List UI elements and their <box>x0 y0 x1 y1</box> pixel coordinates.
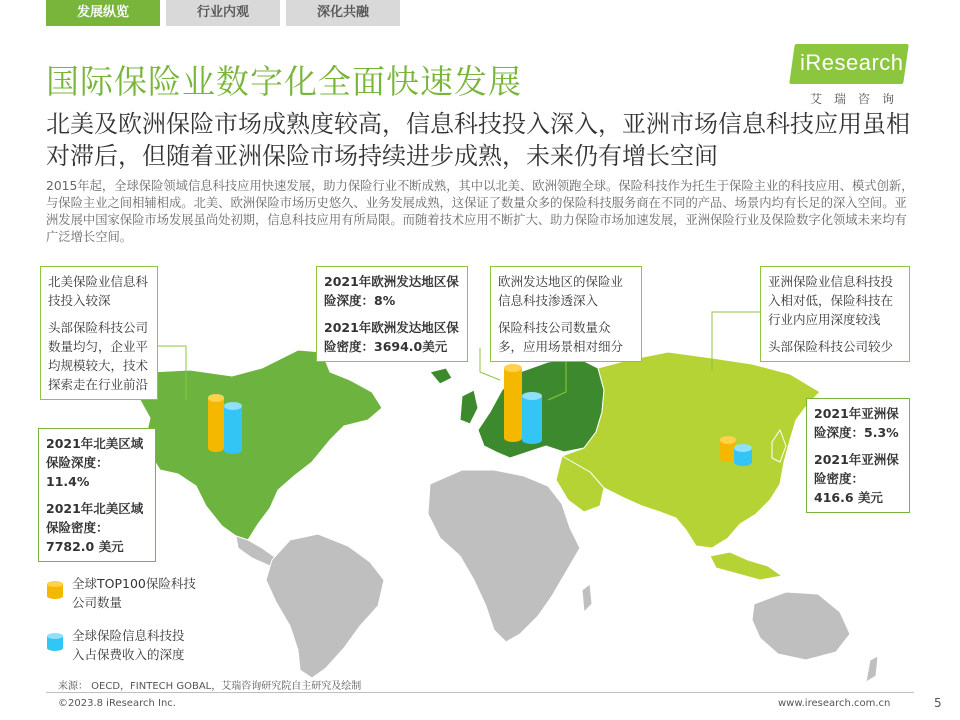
callout-north-america-stats <box>38 428 156 562</box>
legend-label-companies: 全球TOP100保险科技公司数量 <box>72 576 196 610</box>
eu-cylinders <box>502 360 546 448</box>
callout-europe-stats <box>316 266 468 362</box>
tab-overview[interactable]: 发展纵览 <box>46 0 160 26</box>
copyright: ©2023.8 iResearch Inc. <box>58 698 176 709</box>
na-stat-depth: 2021年北美区域保险深度：11.4% <box>46 436 144 489</box>
website-link[interactable]: www.iresearch.com.cn <box>778 698 891 709</box>
tab-industry[interactable]: 行业内观 <box>166 0 280 26</box>
na-stat-density: 2021年北美区域保险密度：7782.0 美元 <box>46 501 144 554</box>
eu-stat-density: 2021年欧洲发达地区保险密度：3694.0美元 <box>324 320 459 354</box>
legend-icon-companies <box>46 580 64 600</box>
map-madagascar <box>582 584 592 612</box>
na-cylinders <box>206 392 246 456</box>
asia-stat-depth: 2021年亚洲保险深度：5.3% <box>814 406 899 440</box>
footer-divider <box>46 692 914 693</box>
page-number: 5 <box>934 696 942 710</box>
asia-cylinders <box>718 434 754 470</box>
asia-stat-density: 2021年亚洲保险密度：416.6 美元 <box>814 452 899 505</box>
callout-europe-description <box>490 266 642 362</box>
asia-desc-line-1: 亚洲保险业信息科技投入相对低，保险科技在行业内应用深度较浅 <box>768 274 894 327</box>
tab-integration[interactable]: 深化共融 <box>286 0 400 26</box>
legend-icon-depth <box>46 632 64 652</box>
page-subtitle: 北美及欧洲保险市场成熟度较高，信息科技投入深入，亚洲市场信息科技应用虽相对滞后，但随着亚洲保险市场持续进步成熟，未来仍有增长空间 <box>46 110 910 170</box>
page-title: 国际保险业数字化全面快速发展 <box>46 62 522 101</box>
asia-desc-line-2: 头部保险科技公司较少 <box>768 339 894 354</box>
logo-subtitle: 艾瑞咨询 <box>810 92 907 106</box>
callout-asia-stats <box>806 398 910 513</box>
logo-brand: iResearch <box>800 50 904 75</box>
source-note: 来源： OECD，FINTECH GOBAL，艾瑞咨询研究院自主研究及绘制 <box>58 681 362 692</box>
intro-paragraph: 2015年起，全球保险领域信息科技应用快速发展，助力保险行业不断成熟，其中以北美、欧洲领跑全球。保险科技作为托生于保险主业的科技应用、模式创新，与保险主业之间相辅相成。北美、欧洲保险市场历史悠久、业务发展成熟，这保证了数量众多的保险科技服务商在不同的产品、场景内均有长足的深入空间。亚洲发展中国家保险市场发展虽尚处初期，信息科技应用有所局限。而随着技术应用不断扩大、助力保险市场加速发展，亚洲保险行业及保险数字化领域未来均有广泛增长空间。 <box>46 179 914 244</box>
map-australia <box>752 592 850 660</box>
na-desc-line-2: 头部保险科技公司数量均匀，企业平均规模较大，技术探索走在行业前沿 <box>48 320 149 392</box>
callout-north-america-description <box>40 266 158 400</box>
map-uk <box>460 390 478 424</box>
map-iceland <box>430 368 452 384</box>
map-africa <box>428 470 580 642</box>
map-new-zealand <box>866 656 878 682</box>
eu-desc-line-1: 欧洲发达地区的保险业信息科技渗透深入 <box>498 274 624 308</box>
na-desc-line-1: 北美保险业信息科技投入较深 <box>48 274 149 308</box>
map-south-america <box>266 534 384 678</box>
eu-desc-line-2: 保险科技公司数量众多，应用场景相对细分 <box>498 320 624 354</box>
eu-stat-depth: 2021年欧洲发达地区保险深度：8% <box>324 274 459 308</box>
map-southeast-asia <box>710 552 782 580</box>
legend-label-depth: 全球保险信息科技投入占保费收入的深度 <box>72 628 185 662</box>
callout-asia-description <box>760 266 910 362</box>
